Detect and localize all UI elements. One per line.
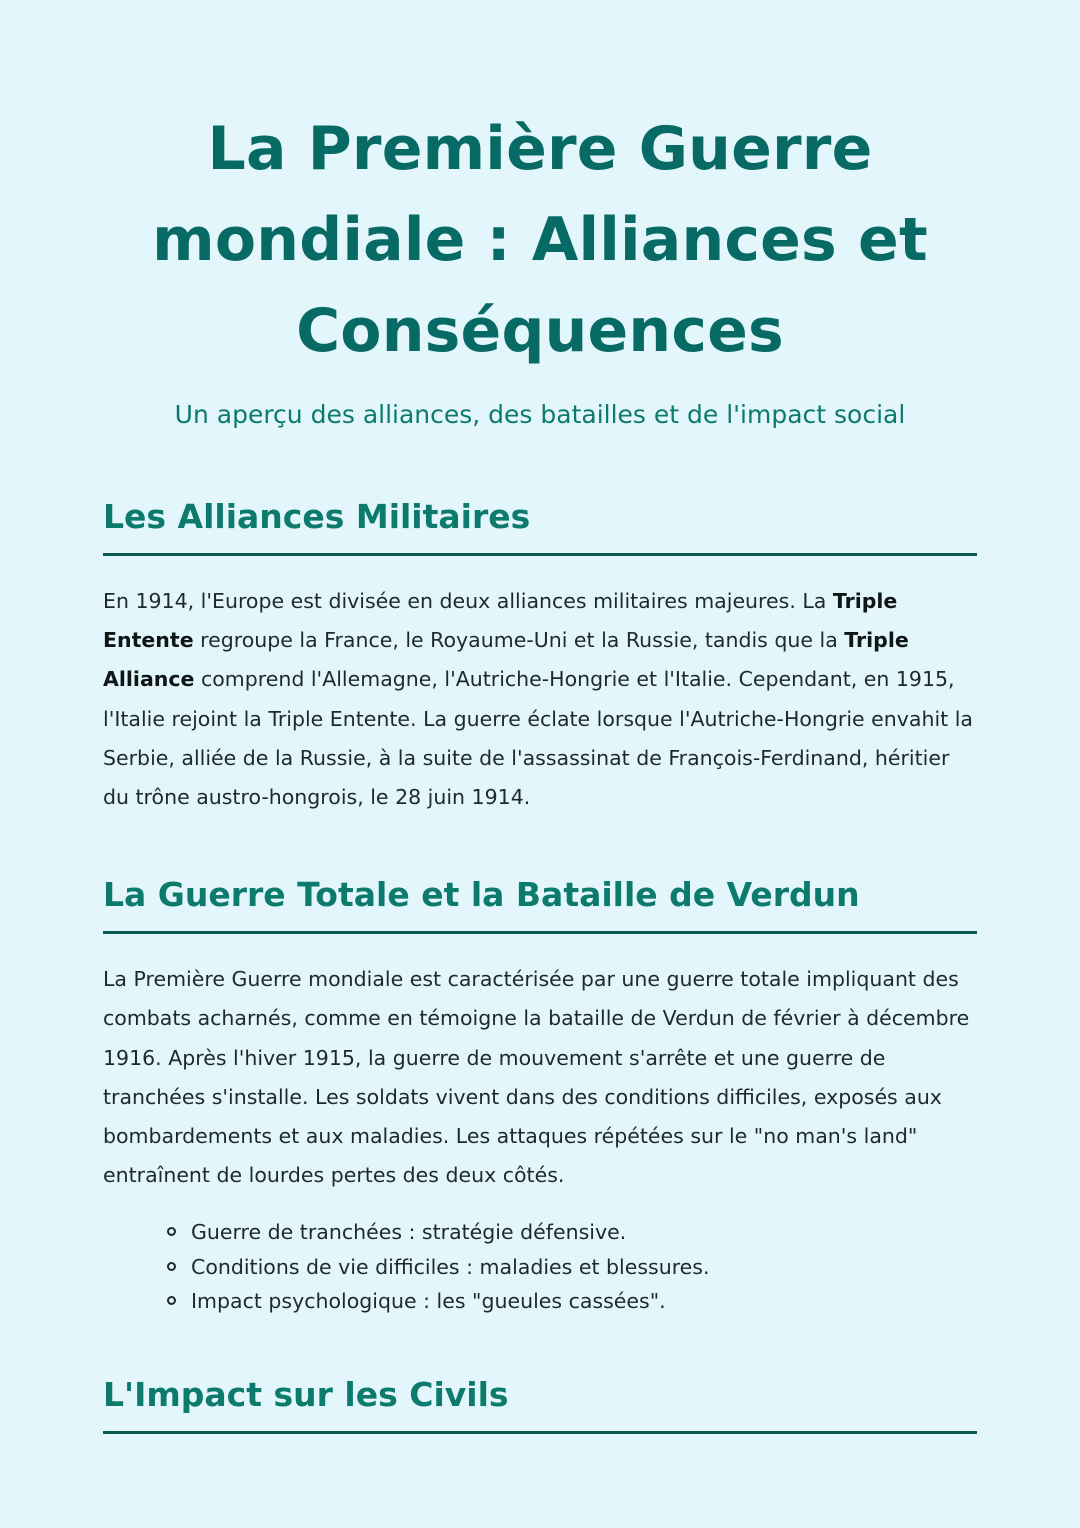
bullet-circle-icon [167, 1296, 176, 1305]
section-heading-alliances: Les Alliances Militaires [103, 495, 977, 556]
list-item-text: Conditions de vie difficiles : maladies et blessures. [191, 1254, 710, 1279]
list-item [167, 1284, 977, 1319]
list-item [167, 1250, 977, 1285]
bullet-list [103, 1215, 977, 1319]
list-item-text: Guerre de tranchées : stratégie défensive. [191, 1220, 627, 1245]
list-item-text: Impact psychologique : les "gueules cassées". [191, 1289, 666, 1314]
page-title: La Première Guerre mondiale : Alliances et Conséquences [152, 114, 928, 366]
section-civils [103, 1373, 977, 1434]
section-alliances [103, 495, 977, 817]
bullet-circle-icon [167, 1227, 176, 1236]
paragraph-text: comprend l'Allemagne, l'Autriche-Hongrie et l'Italie. Cependant, en 1915, l'Italie rejoint la Triple Entente. La guerre éclate lorsque l'Autriche-Hongrie envahit la Serbie, alliée de la Russie, à la suite de l'assassinat de François-Ferdinand, héritier du trône austro-hongrois, le 28 juin 1914. [103, 667, 973, 810]
section-paragraph-verdun: La Première Guerre mondiale est caractérisée par une guerre totale impliquant des combats acharnés, comme en témoigne la bataille de Verdun de février à décembre 1916. Après l'hiver 1915, la guerre de mouvement s'arrête et une guerre de tranchées s'installe. Les soldats vivent dans des conditions difficiles, exposés aux bombardements et aux maladies. Les attaques répétées sur le "no man's land" entraînent de lourdes pertes des deux côtés. [103, 967, 970, 1188]
term-triple-alliance: Triple Alliance [103, 628, 909, 692]
section-heading-civils: L'Impact sur les Civils [103, 1373, 977, 1434]
list-item [167, 1215, 977, 1250]
paragraph-text: En 1914, l'Europe est divisée en deux alliances militaires majeures. La [103, 589, 833, 613]
section-paragraph-alliances [103, 582, 977, 817]
term-triple-entente: Triple Entente [103, 589, 898, 653]
paragraph-text: regroupe la France, le Royaume-Uni et la Russie, tandis que la [193, 628, 845, 653]
page-subtitle: Un aperçu des alliances, des batailles et de l'impact social [174, 400, 906, 429]
bullet-circle-icon [167, 1262, 176, 1271]
section-verdun [103, 873, 977, 1319]
section-heading-verdun: La Guerre Totale et la Bataille de Verdun [103, 873, 977, 934]
